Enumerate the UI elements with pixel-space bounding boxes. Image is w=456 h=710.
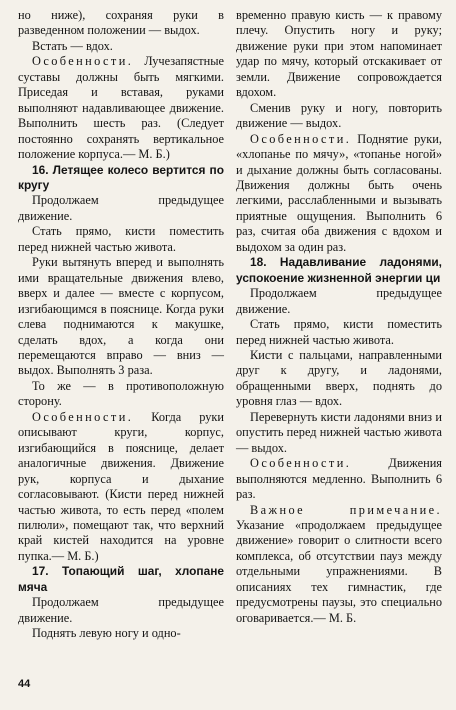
- page-number: 44: [18, 678, 31, 690]
- paragraph: Продолжаем предыдущее движение.: [236, 286, 442, 316]
- paragraph: Продолжаем предыдущее движение.: [18, 595, 224, 625]
- paragraph: но ниже), сохраняя руки в разведенном положении — выдох.: [18, 8, 224, 38]
- paragraph: Перевернуть кисти ладонями вниз и опустить перед нижней частью живота — выдох.: [236, 409, 442, 455]
- right-column: [236, 8, 442, 668]
- feature-label: Особенности.: [32, 54, 134, 69]
- paragraph: Встать — вдох.: [32, 38, 113, 53]
- paragraph: То же — в противоположную сторону.: [18, 378, 224, 409]
- paragraph: Стать прямо, кисти поместить перед нижней частью живота.: [18, 224, 224, 254]
- feature-label: Особенности.: [250, 131, 352, 146]
- exercise-heading: 17. Топающий шаг, хлопане мяча: [18, 564, 224, 594]
- paragraph: Руки вытянуть вперед и выполнять ими вращательные движения влево, вверх и далее — вместе с корпусом, изгибающимся в пояснице. Когда руки слева поднимаются к макушке, сделать вдох, а когда они перемещаются вправо — вниз — выдох. Выполнять 3 раза.: [18, 255, 224, 378]
- paragraph-text: Когда руки описывают круги, корпус, изгибающийся в пояснице, делает аналогичные движения. Движение рук, корпуса и дыхание согласовывают. (Кисти перед нижней частью живота, то есть перед «полем пилюли», помещают так, что верхний край кистей находится на уровне пупка.— М. Б.): [18, 409, 224, 563]
- paragraph: [236, 132, 442, 256]
- feature-label: Особенности.: [250, 456, 352, 471]
- paragraph: [236, 456, 442, 502]
- paragraph: временно правую кисть — к правому плечу. Опустить ногу и руку; движение руки при этом напоминает удар по мячу, который отскакивает от земли. Движение сопровождается вдохом.: [236, 8, 442, 100]
- paragraph: Продолжаем предыдущее движение.: [18, 193, 224, 223]
- text-columns: [18, 8, 442, 668]
- paragraph: Кисти с пальцами, направленными друг к другу, и ладонями, обращенными вверх, поднять до уровня глаз — вдох.: [236, 347, 442, 409]
- left-column: [18, 8, 224, 668]
- paragraph: Сменив руку и ногу, повторить движение — выдох.: [236, 100, 442, 131]
- feature-label: Особенности.: [32, 409, 134, 424]
- paragraph: [18, 410, 224, 565]
- paragraph-text: Указание «продолжаем предыдущее движение» говорит о слитности всего комплекса, об отсутствии пауз между отдельными упражнениями. В описаниях тех гимнастик, где предусмотрены паузы, это специально оговаривается.— М. Б.: [236, 517, 442, 625]
- paragraph: Поднять левую ногу и одно-: [32, 626, 181, 641]
- exercise-heading: 18. Надавливание ладонями, успокоение жизненной энергии ци: [236, 255, 442, 285]
- paragraph: Стать прямо, кисти поместить перед нижней частью живота.: [236, 317, 442, 347]
- paragraph-text: Движения выполняются медленно. Выполнить 6 раз.: [236, 456, 442, 502]
- exercise-heading: 16. Летящее колесо вертится по кругу: [18, 162, 224, 192]
- paragraph: [18, 54, 224, 162]
- paragraph-text: Поднятие руки, «хлопанье по мячу», «топанье ногой» и дыхание должны быть согласованы. Движения должны быть очень легкими, расслабленными и вызывать приятные ощущения. Выполнить 6 раз, считая оба движения с вдохом и выдохом за один раз.: [236, 131, 442, 254]
- note-label: Важное примечание.: [250, 502, 442, 517]
- paragraph: [236, 503, 442, 627]
- paragraph-text: Лучезапястные суставы должны быть мягкими. Приседая и вставая, руками выполняют надавливающее движение. Выполнить шесть раз. (Следует постоянно сохранять вертикальное положение корпуса.— М. Б.): [18, 54, 224, 162]
